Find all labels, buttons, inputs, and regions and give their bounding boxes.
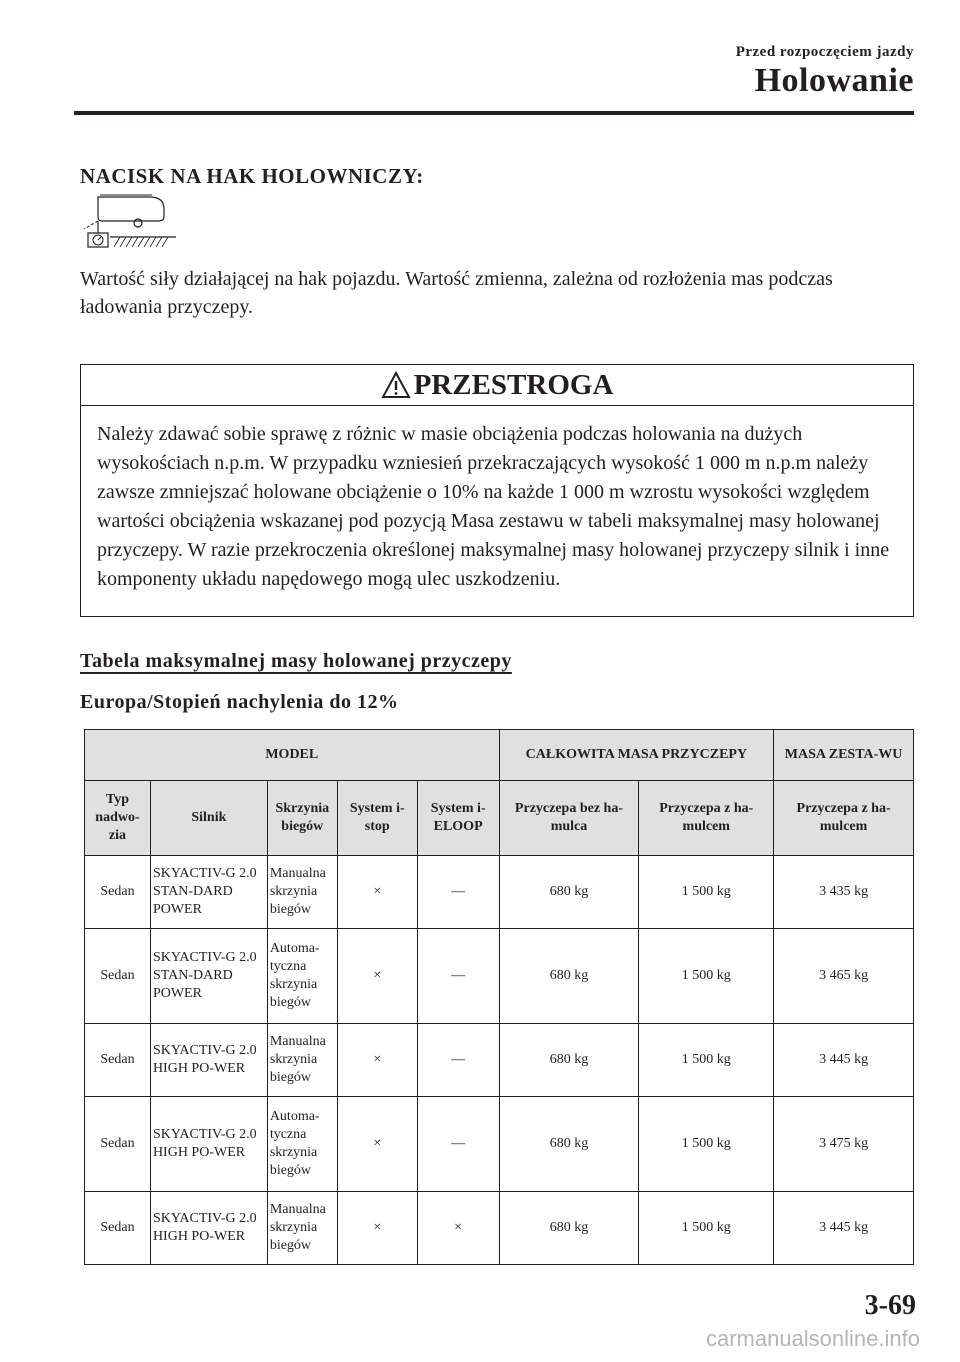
cell-braked: 1 500 kg [639,1024,774,1097]
cell-body: Sedan [85,1024,151,1097]
cell-gearbox: Automa-tyczna skrzynia biegów [267,1097,337,1192]
header-combination-mass: MASA ZESTA-WU [774,730,914,781]
cell-combo: 3 445 kg [774,1192,914,1265]
table-row [85,1097,914,1192]
cell-braked: 1 500 kg [639,856,774,929]
cell-combo: 3 475 kg [774,1097,914,1192]
cell-engine: SKYACTIV-G 2.0 HIGH PO-WER [150,1024,267,1097]
table-row [85,1192,914,1265]
page-number: 3-69 [864,1290,916,1321]
cell-unbraked: 680 kg [499,929,639,1024]
cell-gearbox: Manualna skrzynia biegów [267,1024,337,1097]
towing-capacity-table [84,729,914,1265]
cell-unbraked: 680 kg [499,856,639,929]
header-istop: System i-stop [337,781,417,856]
caution-text: Należy zdawać sobie sprawę z różnic w masie obciążenia podczas holowania na dużych wysokościach n.p.m. W przypadku wzniesień przekraczających wysokość 1 000 m n.p.m należy zawsze zmniejszać holowane obciążenie o 10% na każde 1 000 m wzrostu wysokości względem wartości obciążenia wskazanej pod pozycją Masa zestawu w tabeli maksymalnej masy holowanej przyczepy. W razie przekroczenia określonej maksymalnej masy holowanej przyczepy silnik i inne komponenty układu napędowego mogą ulec uszkodzeniu. [97,423,890,590]
table-row [85,1024,914,1097]
cell-gearbox: Manualna skrzynia biegów [267,856,337,929]
header-engine: Silnik [150,781,267,856]
page-title: Holowanie [754,62,914,99]
cell-engine: SKYACTIV-G 2.0 HIGH PO-WER [150,1097,267,1192]
table-header-row [85,730,914,781]
header-combo-braked: Przyczepa z ha-mulcem [774,781,914,856]
section-label: Przed rozpoczęciem jazdy [735,44,914,60]
table-title: Tabela maksymalnej masy holowanej przyczepy [80,650,512,672]
cell-body: Sedan [85,1192,151,1265]
cell-braked: 1 500 kg [639,1192,774,1265]
cell-istop: × [337,1192,417,1265]
header-divider [74,111,914,115]
cell-gearbox: Manualna skrzynia biegów [267,1192,337,1265]
cell-combo: 3 435 kg [774,856,914,929]
cell-ieloop: — [417,1097,499,1192]
cell-combo: 3 465 kg [774,929,914,1024]
header-gearbox: Skrzynia biegów [267,781,337,856]
cell-combo: 3 445 kg [774,1024,914,1097]
cell-ieloop: × [417,1192,499,1265]
cell-engine: SKYACTIV-G 2.0 STAN-DARD POWER [150,929,267,1024]
cell-istop: × [337,1097,417,1192]
cell-braked: 1 500 kg [639,929,774,1024]
caution-box [80,364,914,617]
cell-unbraked: 680 kg [499,1097,639,1192]
caution-header [81,365,913,406]
cell-istop: × [337,1024,417,1097]
warning-triangle-icon [381,371,411,399]
cell-body: Sedan [85,929,151,1024]
cell-istop: × [337,856,417,929]
table-row [85,929,914,1024]
header-braked: Przyczepa z ha-mulcem [639,781,774,856]
tongue-load-heading: NACISK NA HAK HOLOWNICZY: [80,164,424,188]
tongue-weight-icon [80,193,180,251]
cell-ieloop: — [417,929,499,1024]
table-subtitle: Europa/Stopień nachylenia do 12% [80,691,399,713]
cell-body: Sedan [85,856,151,929]
cell-engine: SKYACTIV-G 2.0 STAN-DARD POWER [150,856,267,929]
header-model: MODEL [85,730,500,781]
cell-istop: × [337,929,417,1024]
cell-unbraked: 680 kg [499,1024,639,1097]
cell-body: Sedan [85,1097,151,1192]
caution-title: PRZESTROGA [413,368,614,401]
tongue-load-description: Wartość siły działającej na hak pojazdu. Wartość zmienna, zależna od rozłożenia mas podczas ładowania przyczepy. [80,268,833,318]
header-ieloop: System i-ELOOP [417,781,499,856]
header-body-type: Typ nadwo-zia [85,781,151,856]
cell-ieloop: — [417,1024,499,1097]
table-subheader-row [85,781,914,856]
header-trailer-mass: CAŁKOWITA MASA PRZYCZEPY [499,730,774,781]
cell-ieloop: — [417,856,499,929]
cell-gearbox: Automa-tyczna skrzynia biegów [267,929,337,1024]
cell-engine: SKYACTIV-G 2.0 HIGH PO-WER [150,1192,267,1265]
watermark-link[interactable]: carmanualsonline.info [705,1326,920,1351]
header-unbraked: Przyczepa bez ha-mulca [499,781,639,856]
cell-unbraked: 680 kg [499,1192,639,1265]
table-row [85,856,914,929]
cell-braked: 1 500 kg [639,1097,774,1192]
